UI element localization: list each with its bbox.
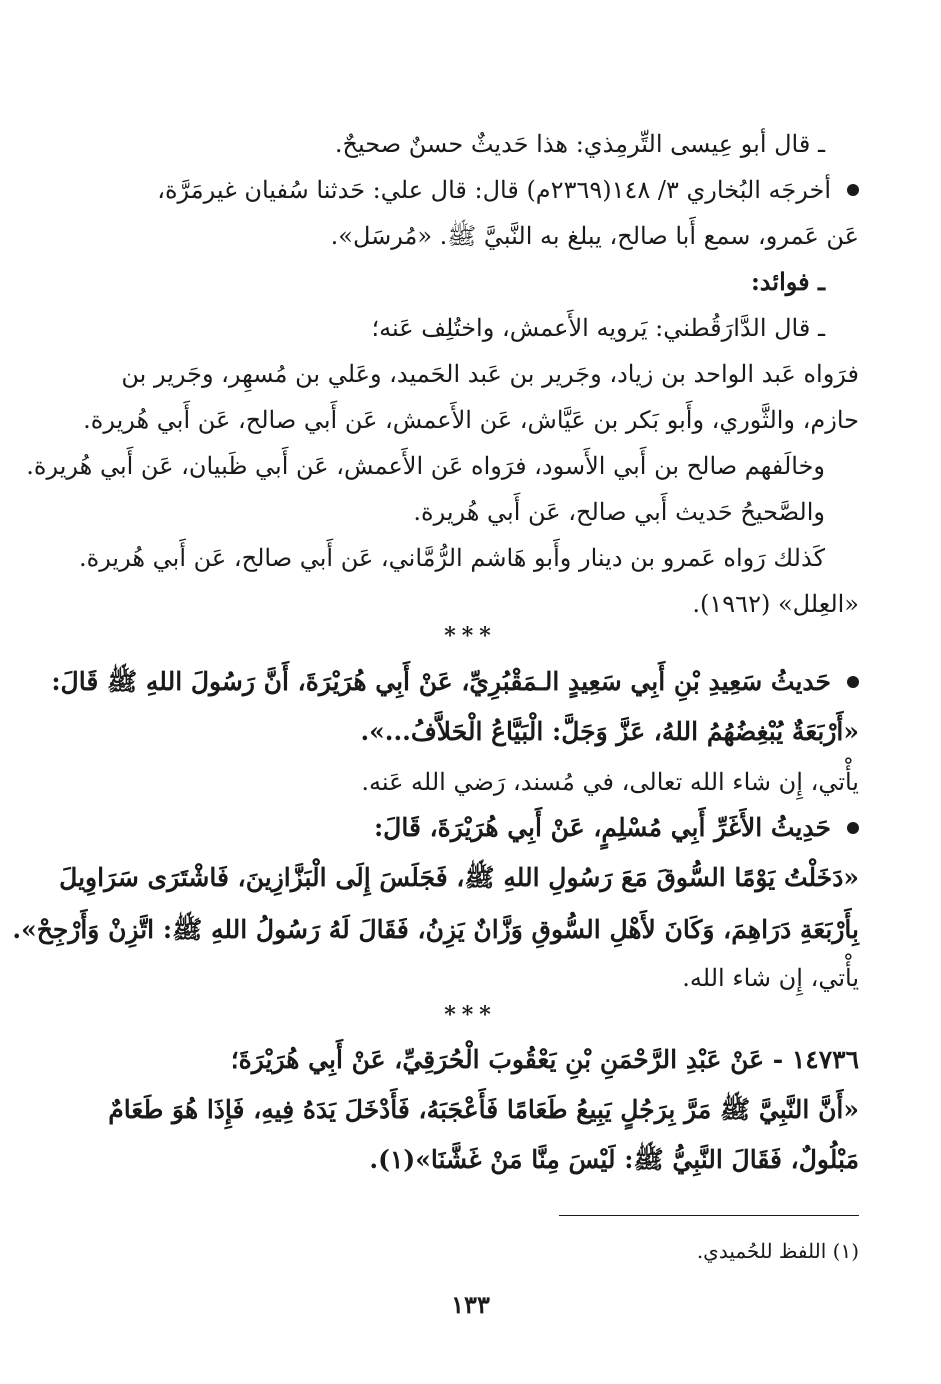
- yati-note-2: يأْتي، إِن شاء الله.: [682, 964, 859, 992]
- hadith-maqburi-isnad: [51, 662, 859, 702]
- tirmidhi-grading: ـ قال أبو عِيسى التِّرمِذي: هذا حَديثٌ حسنٌ صحيحٌ.: [334, 130, 825, 158]
- hadith-14736-matn-1: «أَنَّ النَّبِيَّ ﷺ مَرَّ بِرَجُلٍ يَبِيعُ طَعَامًا فَأَعْجَبَهُ، فَأَدْخَلَ يَدَهُ فِيهِ، فَإِذَا هُوَ طَعَامٌ: [108, 1095, 859, 1124]
- bullet-icon: [847, 822, 859, 834]
- daraqutni-line-3: وخالَفهم صالح بن أَبي الأَسود، فرَواه عَن الأَعمش، عَن أَبي ظَبيان، عَن أَبي هُريرة.: [26, 452, 825, 480]
- daraqutni-line-2: حازم، والثَّوري، وأَبو بَكر بن عَيَّاش، عَن الأَعمش، عَن أَبي صالح، عَن أَبي هُريرة.: [83, 406, 859, 434]
- bullet-icon: [847, 184, 859, 196]
- hadith-14736-isnad: ١٤٧٣٦ - عَنْ عَبْدِ الرَّحْمَنِ بْنِ يَعْقُوبَ الْحُرَقِيِّ، عَنْ أَبِي هُرَيْرَةَ؛: [230, 1045, 859, 1074]
- daraqutni-line-5: كَذلك رَواه عَمرو بن دينار وأَبو هَاشم الرُّمَّاني، عَن أَبي صالح، عَن أَبي هُريرة.: [78, 544, 825, 572]
- bukhari-takhrij: [157, 170, 859, 210]
- ilal-reference: «العِلل» (١٩٦٢).: [692, 590, 859, 618]
- bullet-icon: [847, 676, 859, 688]
- bukhari-takhrij-cont: عَن عَمرو، سمع أَبا صالح، يبلغ به النَّبيَّ ﷺ. «مُرسَل».: [330, 222, 859, 250]
- daraqutni-line-1: فرَواه عَبد الواحد بن زياد، وجَرير بن عَبد الحَميد، وعَلي بن مُسهِر، وجَرير بن: [121, 360, 859, 388]
- footnote: (١) اللفظ للحُميدي.: [696, 1239, 859, 1263]
- page-number: ١٣٣: [451, 1290, 490, 1319]
- footnote-divider: [559, 1215, 859, 1216]
- hadith-agharr-isnad-text: حَدِيثُ الأَغَرِّ أَبِي مُسْلِمٍ، عَنْ أَبِي هُرَيْرَةَ، قَالَ:: [373, 813, 831, 842]
- hadith-14736-matn-2: مَبْلُولٌ، فَقَالَ النَّبِيُّ ﷺ: لَيْسَ مِنَّا مَنْ غَشَّنَا»(١).: [369, 1145, 859, 1174]
- yati-note-1: يأْتي، إِن شاء الله تعالى، في مُسند، رَضي الله عَنه.: [361, 768, 859, 796]
- hadith-agharr-isnad: [374, 808, 859, 848]
- hadith-maqburi-matn: «أَرْبَعَةٌ يُبْغِضُهُمُ اللهُ، عَزَّ وَجَلَّ: الْبَيَّاعُ الْحَلاَّفُ...».: [360, 717, 859, 746]
- bukhari-takhrij-text: أخرجَه البُخاري ٣/ ١٤٨(٢٣٦٩م) قال: قال علي: حَدثنا سُفيان غيرمَرَّة،: [157, 176, 831, 204]
- section-separator: ***: [444, 623, 497, 649]
- fawaid-heading: ـ فوائد:: [750, 267, 825, 296]
- daraqutni-line-4: والصَّحيحُ حَديث أَبي صالح، عَن أَبي هُريرة.: [413, 498, 825, 526]
- section-separator-2: ***: [444, 1002, 497, 1028]
- daraqutni-intro: ـ قال الدَّارَقُطني: يَرويه الأَعمش، واختُلِف عَنه؛: [371, 314, 825, 342]
- hadith-agharr-matn-1: «دَخَلْتُ يَوْمًا السُّوقَ مَعَ رَسُولِ اللهِ ﷺ، فَجَلَسَ إِلَى الْبَزَّازِينَ، فَاشْتَرَى سَرَاوِيلَ: [59, 863, 859, 892]
- hadith-maqburi-isnad-text: حَديثُ سَعِيدِ بْنِ أَبِي سَعِيدٍ الـمَقْبُرِيِّ، عَنْ أَبِي هُرَيْرَةَ، أَنَّ رَسُولَ اللهِ ﷺ قَالَ:: [51, 667, 831, 696]
- hadith-agharr-matn-2: بِأَرْبَعَةِ دَرَاهِمَ، وَكَانَ لأَهْلِ السُّوقِ وَزَّانٌ يَزِنُ، فَقَالَ لَهُ رَسُولُ اللهِ ﷺ: اتَّزِنْ وَأَرْجِحْ».: [12, 915, 859, 944]
